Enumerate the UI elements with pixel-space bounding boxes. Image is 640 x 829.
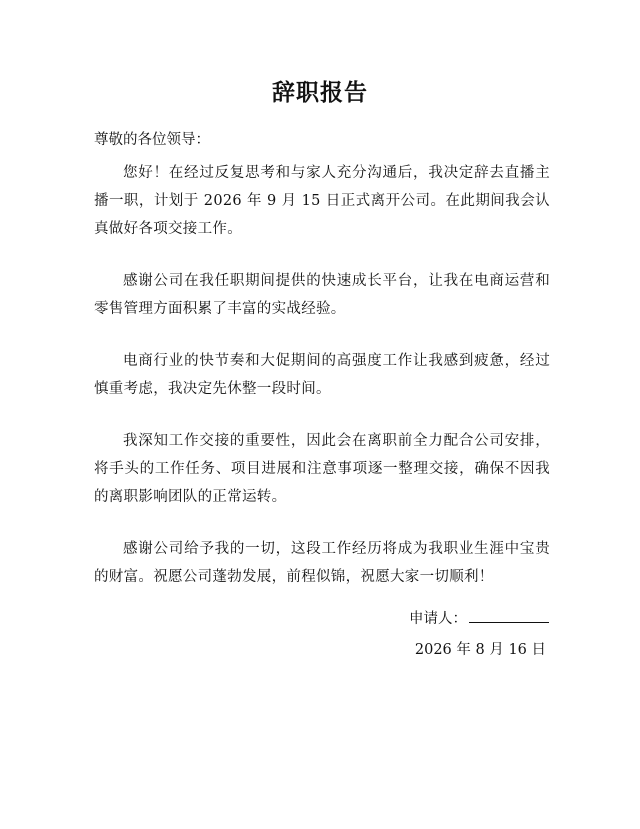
letter-date: 2026 年 8 月 16 日 bbox=[414, 642, 546, 658]
salutation: 尊敬的各位领导： bbox=[94, 132, 210, 148]
document-title: 辞职报告 bbox=[272, 80, 368, 106]
paragraph-1: 您好！在经过反复思考和与家人充分沟通后，我决定辞去直播主播一职，计划于 2026 年 9 月 15 日正式离开公司。在此期间我会认真做好各项交接工作。 bbox=[94, 165, 550, 237]
signature-blank-line bbox=[469, 608, 549, 623]
paragraph-3: 电商行业的快节奏和大促期间的高强度工作让我感到疲惫，经过慎重考虑，我决定先休整一段时间。 bbox=[94, 353, 550, 397]
paragraph-5: 感谢公司给予我的一切，这段工作经历将成为我职业生涯中宝贵的财富。祝愿公司蓬勃发展，前程似锦，祝愿大家一切顺利！ bbox=[94, 541, 550, 585]
paragraph-2: 感谢公司在我任职期间提供的快速成长平台，让我在电商运营和零售管理方面积累了丰富的实战经验。 bbox=[94, 273, 550, 317]
applicant-label: 申请人： bbox=[409, 611, 467, 627]
paragraph-4: 我深知工作交接的重要性，因此会在离职前全力配合公司安排，将手头的工作任务、项目进展和注意事项逐一整理交接，确保不因我的离职影响团队的正常运转。 bbox=[94, 433, 550, 505]
letter-body bbox=[94, 159, 550, 615]
applicant-signature bbox=[409, 608, 549, 629]
